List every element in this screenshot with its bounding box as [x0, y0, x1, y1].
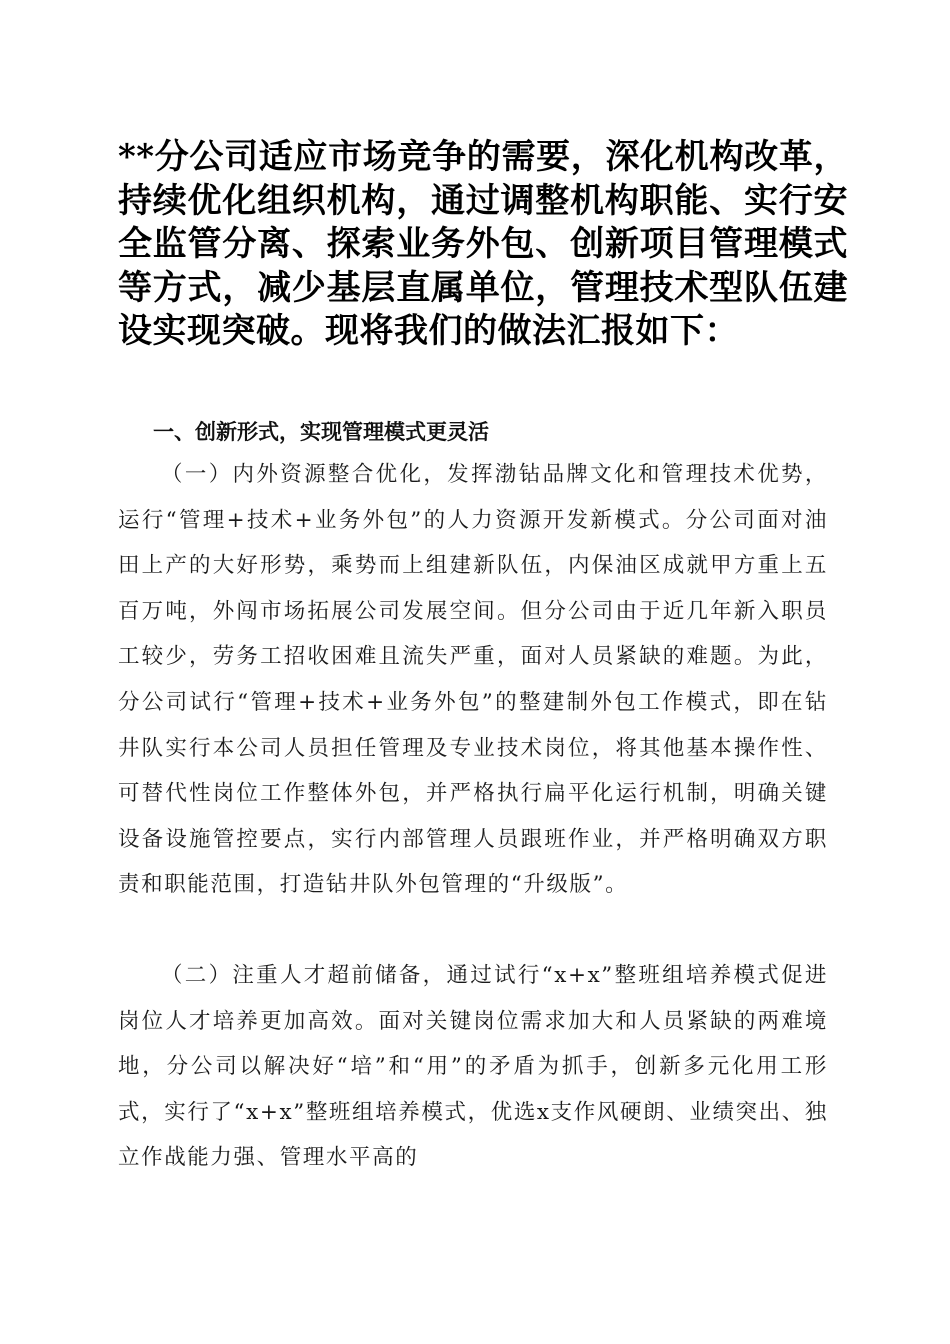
section-heading: 一、创新形式，实现管理模式更灵活	[153, 420, 489, 444]
body-paragraph-1: （一）内外资源整合优化，发挥渤钻品牌文化和管理技术优势，运行“管理+技术+业务外包”的人力资源开发新模式。分公司面对油田上产的大好形势，乘势而上组建新队伍，内保油区成就甲方重上五百万吨，外闯市场拓展公司发展空间。但分公司由于近几年新入职员工较少，劳务工招收困难且流失严重，面对人员紧缺的难题。为此，分公司试行“管理+技术+业务外包”的整建制外包工作模式，即在钻井队实行本公司人员担任管理及专业技术岗位，将其他基本操作性、可替代性岗位工作整体外包，并严格执行扁平化运行机制，明确关键设备设施管控要点，实行内部管理人员跟班作业，并严格明确双方职责和职能范围，打造钻井队外包管理的“升级版”。	[118, 462, 828, 898]
body-paragraph-2: （二）注重人才超前储备，通过试行“x+x”整班组培养模式促进岗位人才培养更加高效。面对关键岗位需求加大和人员紧缺的两难境地，分公司以解决好“培”和“用”的矛盾为抓手，创新多元化用工形式，实行了“x+x”整班组培养模式，优选x支作风硬朗、业绩突出、独立作战能力强、管理水平高的	[118, 963, 828, 1171]
document-title: **分公司适应市场竞争的需要，深化机构改革，持续优化组织机构，通过调整机构职能、实行安全监管分离、探索业务外包、创新项目管理模式等方式，减少基层直属单位，管理技术型队伍建设实现突破。现将我们的做法汇报如下：	[118, 137, 848, 351]
